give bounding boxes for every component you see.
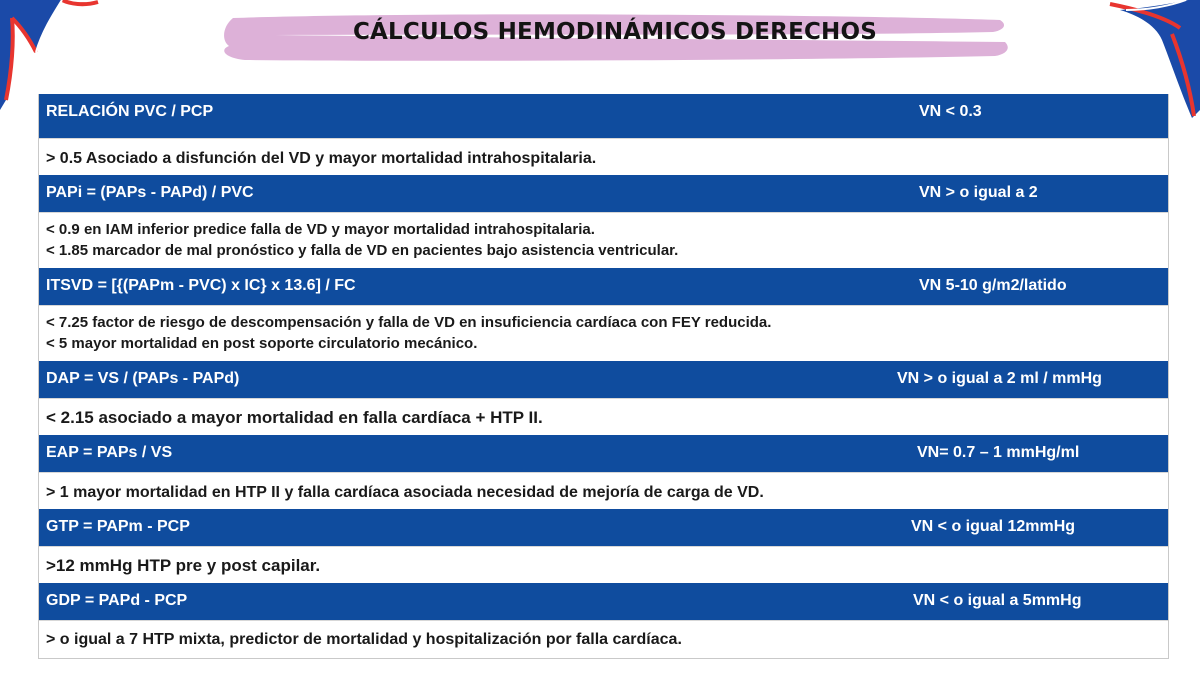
normal-value-label: VN > o igual a 2 ml / mmHg: [897, 370, 1102, 387]
normal-value-label: VN= 0.7 – 1 mmHg/ml: [917, 444, 1080, 461]
table-row-header: [39, 509, 1168, 546]
normal-value-label: VN < o igual 12mmHg: [911, 518, 1076, 535]
note-text: > 1 mayor mortalidad en HTP II y falla cardíaca asociada necesidad de mejoría de carga de VD.: [46, 484, 764, 501]
table-row-notes: [39, 398, 1168, 435]
formula-label: ITSVD = [{(PAPm - PVC) x IC} x 13.6] / FC: [46, 277, 356, 294]
table-row-header: [39, 583, 1168, 620]
normal-value-label: VN 5-10 g/m2/latido: [919, 277, 1067, 294]
normal-value-label: VN > o igual a 2: [919, 184, 1038, 201]
table-row-header: [39, 435, 1168, 472]
hemodynamics-table: [38, 94, 1169, 659]
formula-label: RELACIÓN PVC / PCP: [46, 103, 214, 120]
note-text: >12 mmHg HTP pre y post capilar.: [46, 556, 321, 575]
note-text: < 7.25 factor de riesgo de descompensación y falla de VD en insuficiencia cardíaca con FEY reducida.: [46, 314, 772, 331]
table-row-notes: [39, 212, 1168, 268]
table-row-header: [39, 268, 1168, 305]
normal-value-label: VN < o igual a 5mmHg: [913, 592, 1082, 609]
note-text: > o igual a 7 HTP mixta, predictor de mortalidad y hospitalización por falla cardíaca.: [46, 631, 682, 648]
table-row-header: [39, 361, 1168, 398]
formula-label: GDP = PAPd - PCP: [46, 592, 188, 609]
table-row-notes: [39, 472, 1168, 509]
note-text: < 0.9 en IAM inferior predice falla de VD y mayor mortalidad intrahospitalaria.: [46, 221, 595, 238]
note-text: < 2.15 asociado a mayor mortalidad en falla cardíaca + HTP II.: [46, 408, 543, 427]
table-row-header: [39, 175, 1168, 212]
formula-label: EAP = PAPs / VS: [46, 444, 173, 461]
note-text: < 5 mayor mortalidad en post soporte circulatorio mecánico.: [46, 335, 478, 352]
title-banner: [215, 10, 1015, 64]
table-row-notes: [39, 620, 1168, 658]
note-text: < 1.85 marcador de mal pronóstico y falla de VD en pacientes bajo asistencia ventricular.: [46, 242, 679, 259]
page-title: CÁLCULOS HEMODINÁMICOS DERECHOS: [352, 19, 878, 45]
table-row-notes: [39, 546, 1168, 583]
normal-value-label: VN < 0.3: [919, 103, 982, 120]
table-row-notes: [39, 305, 1168, 361]
note-text: > 0.5 Asociado a disfunción del VD y mayor mortalidad intrahospitalaria.: [46, 150, 597, 167]
table-row-header: [39, 94, 1168, 138]
formula-label: PAPi = (PAPs - PAPd) / PVC: [46, 184, 254, 201]
formula-label: DAP = VS / (PAPs - PAPd): [46, 370, 240, 387]
formula-label: GTP = PAPm - PCP: [46, 518, 190, 535]
table-row-notes: [39, 138, 1168, 175]
